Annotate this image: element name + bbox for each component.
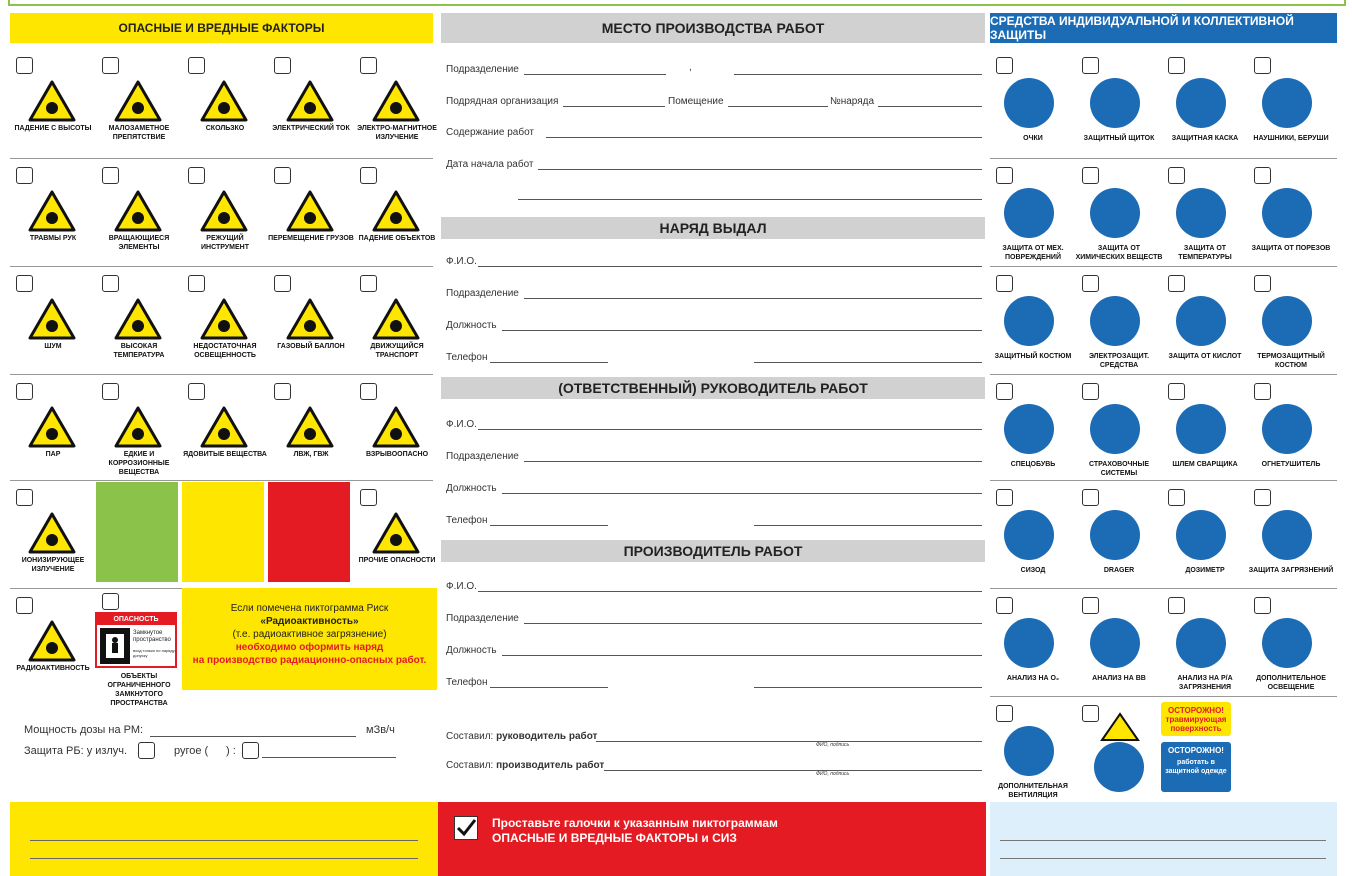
section-producer: ПРОИЗВОДИТЕЛЬ РАБОТ <box>441 540 985 562</box>
person-phone-input[interactable] <box>490 525 608 526</box>
ppe-checkbox[interactable] <box>996 597 1013 614</box>
ppe-label: ШЛЕМ СВАРЩИКА <box>1172 461 1238 468</box>
ppe-icon <box>1090 404 1140 454</box>
person-fio-input[interactable] <box>478 591 982 592</box>
warning-triangle-icon <box>200 80 248 122</box>
ppe-checkbox[interactable] <box>1168 383 1185 400</box>
hazard-checkbox[interactable] <box>16 167 33 184</box>
warning-protective-clothing <box>1161 742 1231 792</box>
ppe-label: ЗАЩИТНАЯ КАСКА <box>1171 135 1239 142</box>
hazard-checkbox[interactable] <box>360 57 377 74</box>
person-phone-label: Телефон <box>446 352 488 363</box>
ppe-checkbox[interactable] <box>1082 597 1099 614</box>
wp-extra-input[interactable] <box>518 199 982 200</box>
compiled-producer-sign: ФИО, подпись <box>816 771 850 777</box>
hazard-checkbox[interactable] <box>102 593 119 610</box>
ppe-label: СПЕЦОБУВЬ <box>1010 461 1056 468</box>
ppe-checkbox[interactable] <box>1168 489 1185 506</box>
ppe-row-divider <box>990 480 1337 481</box>
header-ppe: СРЕДСТВА ИНДИВИДУАЛЬНОЙ И КОЛЛЕКТИВНОЙ ЗАЩИТЫ <box>990 13 1337 43</box>
warning-triangle-icon <box>286 190 334 232</box>
person-position-label: Должность <box>446 320 497 331</box>
ppe-checkbox[interactable] <box>1082 167 1099 184</box>
hazard-label: НЕДОСТАТОЧНАЯ ОСВЕЩЕННОСТЬ <box>193 343 257 359</box>
ppe-checkbox[interactable] <box>1254 383 1271 400</box>
hazard-checkbox[interactable] <box>16 597 33 614</box>
hazard-checkbox[interactable] <box>102 275 119 292</box>
hazard-label: ВЫСОКАЯ ТЕМПЕРАТУРА <box>113 343 165 359</box>
ppe-label: СТРАХОВОЧНЫЕ СИСТЕМЫ <box>1088 461 1150 477</box>
ppe-label: ЗАЩИТА ОТ ХИМИЧЕСКИХ ВЕЩЕСТВ <box>1075 245 1163 261</box>
danger-sign <box>95 612 177 668</box>
warning-triangle-icon <box>372 298 420 340</box>
wp-dept-input[interactable] <box>524 74 666 75</box>
ppe-checkbox[interactable] <box>1254 57 1271 74</box>
ppe-icon <box>1176 404 1226 454</box>
header-hazards: ОПАСНЫЕ И ВРЕДНЫЕ ФАКТОРЫ <box>10 13 433 43</box>
ppe-label: ЗАЩИТА ОТ ПОРЕЗОВ <box>1251 245 1331 252</box>
person-dept-input[interactable] <box>524 623 982 624</box>
warning-triangle-icon <box>114 80 162 122</box>
warning-triangle-icon <box>28 620 76 662</box>
ppe-label: ДОПОЛНИТЕЛЬНАЯ ВЕНТИЛЯЦИЯ <box>998 783 1068 799</box>
footer-line-2[interactable] <box>30 858 418 859</box>
note-line1: Если помечена пиктограмма Риск <box>230 603 389 614</box>
wp-content-input[interactable] <box>546 137 982 138</box>
person-fio-label: Ф.И.О. <box>446 419 477 430</box>
ppe-icon <box>1004 618 1054 668</box>
person-fio-label: Ф.И.О. <box>446 581 477 592</box>
top-border <box>8 0 1346 6</box>
ppe-label: НАУШНИКИ, БЕРУШИ <box>1253 135 1329 142</box>
footer-line-4[interactable] <box>1000 858 1326 859</box>
ppe-label: DRAGER <box>1103 567 1135 574</box>
ppe-label: ДОЗИМЕТР <box>1185 567 1225 574</box>
wp-room-input[interactable] <box>728 106 828 107</box>
hazard-label: ПАДЕНИЕ ОБЪЕКТОВ <box>358 235 436 242</box>
ppe-checkbox[interactable] <box>996 705 1013 722</box>
compiled-manager-sign: ФИО, подпись <box>816 742 850 748</box>
warning-triangle-icon <box>28 512 76 554</box>
ppe-label: ЗАЩИТА ОТ МЕХ. ПОВРЕЖДЕНИЙ <box>1002 245 1064 261</box>
compiled-prefix-2: Составил: <box>446 760 494 771</box>
header-workplace: МЕСТО ПРОИЗВОДСТВА РАБОТ <box>441 13 985 43</box>
ppe-icon <box>1176 618 1226 668</box>
ppe-icon <box>1262 78 1312 128</box>
hazard-checkbox[interactable] <box>16 275 33 292</box>
warning-triangle-icon <box>372 80 420 122</box>
ppe-label: ЗАЩИТА ОТ КИСЛОТ <box>1168 353 1242 360</box>
person-dept-label: Подразделение <box>446 451 519 462</box>
hazard-label: ПАР <box>45 451 61 458</box>
hazard-row-divider <box>10 266 433 267</box>
hazard-checkbox[interactable] <box>274 57 291 74</box>
note-line4: необходимо оформить наряд <box>235 642 384 653</box>
warning-triangle-icon <box>28 80 76 122</box>
ppe-checkbox[interactable] <box>1254 275 1271 292</box>
ppe-checkbox[interactable] <box>1168 57 1185 74</box>
ppe-checkbox[interactable] <box>1082 383 1099 400</box>
hazard-checkbox[interactable] <box>188 57 205 74</box>
hazard-checkbox[interactable] <box>188 383 205 400</box>
footer-line2: ОПАСНЫЕ И ВРЕДНЫЕ ФАКТОРЫ и СИЗ <box>492 831 737 845</box>
ppe-checkbox[interactable] <box>996 167 1013 184</box>
warning-triangle-icon <box>372 406 420 448</box>
compiled-manager-input[interactable] <box>596 741 982 742</box>
danger-sign-title: ОПАСНОСТЬ <box>97 614 175 625</box>
ppe-row-divider <box>990 266 1337 267</box>
protect-radiation-checkbox[interactable] <box>138 742 155 759</box>
hazard-row-divider <box>10 158 433 159</box>
ppe-checkbox[interactable] <box>1254 489 1271 506</box>
footer-red <box>438 802 986 876</box>
ppe-icon <box>1004 726 1054 776</box>
ppe-row-divider <box>990 374 1337 375</box>
dose-label: Мощность дозы на РМ: <box>24 724 144 736</box>
hazard-label: ИОНИЗИРУЮЩЕЕ ИЗЛУЧЕНИЕ <box>21 557 85 573</box>
hazard-label: ЯДОВИТЫЕ ВЕЩЕСТВА <box>183 451 267 458</box>
person-fio-input[interactable] <box>478 266 982 267</box>
warning-triangle-icon <box>28 406 76 448</box>
footer-check-icon <box>454 816 478 840</box>
ppe-icon <box>1262 510 1312 560</box>
ppe-icon <box>1004 404 1054 454</box>
ppe-label: ОЧКИ <box>1023 135 1043 142</box>
compiled-producer <box>446 760 604 771</box>
footer-yellow <box>10 802 438 876</box>
ppe-checkbox[interactable] <box>1254 167 1271 184</box>
category-2-panel <box>182 482 264 582</box>
hazard-checkbox[interactable] <box>188 275 205 292</box>
hazard-checkbox[interactable] <box>274 167 291 184</box>
hazard-label: ЭЛЕКТРО-МАГНИТНОЕ ИЗЛУЧЕНИЕ <box>357 125 437 141</box>
person-phone-label: Телефон <box>446 677 488 688</box>
compiled-manager <box>446 731 597 742</box>
section-manager: (ОТВЕТСТВЕННЫЙ) РУКОВОДИТЕЛЬ РАБОТ <box>441 377 985 399</box>
hazard-checkbox[interactable] <box>360 167 377 184</box>
person-dept-input[interactable] <box>524 298 982 299</box>
ppe-row-divider <box>990 158 1337 159</box>
wp-dept-label: Подразделение <box>446 64 519 75</box>
ppe-checkbox[interactable] <box>1168 275 1185 292</box>
wp-order-label: №наряда <box>830 96 875 107</box>
hazard-checkbox[interactable] <box>16 383 33 400</box>
warning-triangle-icon <box>286 298 334 340</box>
protect-other-close: ) : <box>226 745 236 757</box>
warning-triangle-icon <box>200 298 248 340</box>
hazard-row-divider <box>10 480 433 481</box>
person-position-label: Должность <box>446 483 497 494</box>
hazard-checkbox[interactable] <box>360 275 377 292</box>
ppe-checkbox[interactable] <box>1082 489 1099 506</box>
hazard-checkbox[interactable] <box>102 383 119 400</box>
ppe-icon <box>1176 510 1226 560</box>
ppe-label: ОГНЕТУШИТЕЛЬ <box>1261 461 1321 468</box>
warning-triangle-icon <box>28 190 76 232</box>
ppe-checkbox[interactable] <box>1168 597 1185 614</box>
hazard-row-divider <box>10 374 433 375</box>
hazard-label: ГАЗОВЫЙ БАЛЛОН <box>277 343 345 350</box>
ppe-icon <box>1090 188 1140 238</box>
protect-other-input[interactable] <box>262 757 396 758</box>
compiled-prefix: Составил: <box>446 731 494 742</box>
hazard-label: СКОЛЬЗКО <box>205 125 245 132</box>
dose-unit: мЗв/ч <box>366 724 395 736</box>
compiled-manager-role: руководитель работ <box>496 731 598 742</box>
ppe-checkbox[interactable] <box>1254 597 1271 614</box>
warning-triangle-icon <box>286 80 334 122</box>
ppe-icon <box>1262 404 1312 454</box>
hazard-checkbox[interactable] <box>360 489 377 506</box>
hazard-checkbox[interactable] <box>102 57 119 74</box>
person-phone-input-2[interactable] <box>754 525 982 526</box>
ppe-label: ЭЛЕКТРОЗАЩИТ. СРЕДСТВА <box>1088 353 1150 369</box>
ppe-checkbox[interactable] <box>996 489 1013 506</box>
person-phone-input[interactable] <box>490 687 608 688</box>
warning-2-text: работать в защитной одежде <box>1165 759 1227 775</box>
ppe-icon <box>1004 188 1054 238</box>
ppe-icon <box>1262 296 1312 346</box>
esd-warning-icon <box>1100 712 1140 742</box>
compiled-producer-input[interactable] <box>604 770 982 771</box>
hazard-label: РАДИОАКТИВНОСТЬ <box>16 665 90 672</box>
hazard-checkbox[interactable] <box>102 167 119 184</box>
wp-start-label: Дата начала работ <box>446 159 534 170</box>
warning-triangle-icon <box>372 512 420 554</box>
ppe-label: АНАЛИЗ НА О₂ <box>1006 675 1060 682</box>
hazard-checkbox[interactable] <box>16 57 33 74</box>
protect-label: Защита РБ: у излуч. <box>24 745 128 757</box>
person-phone-input-2[interactable] <box>754 687 982 688</box>
ppe-icon <box>1090 78 1140 128</box>
ppe-icon <box>1004 78 1054 128</box>
ppe-row-divider <box>990 588 1337 589</box>
wp-contractor-label: Подрядная организация <box>446 96 559 107</box>
compiled-producer-role: производитель работ <box>496 760 605 771</box>
hazard-label: ЛВЖ, ГВЖ <box>293 451 329 458</box>
hazard-checkbox[interactable] <box>274 383 291 400</box>
ppe-icon <box>1176 188 1226 238</box>
wp-comma: , <box>689 62 692 73</box>
danger-sign-line1: Замкнутое пространство <box>133 630 171 643</box>
category-3-panel <box>96 482 178 582</box>
hazard-label: ДВИЖУЩИЙСЯ ТРАНСПОРТ <box>370 343 424 359</box>
hazard-checkbox[interactable] <box>360 383 377 400</box>
ppe-icon <box>1176 296 1226 346</box>
ppe-label: ЗАЩИТНЫЙ КОСТЮМ <box>994 353 1072 360</box>
hazard-label: ОБЪЕКТЫ ОГРАНИЧЕННОГО ЗАМКНУТОГО ПРОСТРАНСТВА <box>107 673 171 707</box>
ppe-checkbox[interactable] <box>996 57 1013 74</box>
warning-triangle-icon <box>200 406 248 448</box>
ppe-icon <box>1176 78 1226 128</box>
person-fio-input[interactable] <box>478 429 982 430</box>
warning-triangle-icon <box>286 406 334 448</box>
warning-triangle-icon <box>200 190 248 232</box>
section-issued: НАРЯД ВЫДАЛ <box>441 217 985 239</box>
protect-other-label: ругое ( <box>174 745 209 757</box>
note-line3: (т.е. радиоактивное загрязнение) <box>232 629 387 640</box>
wp-room-label: Помещение <box>668 96 724 107</box>
hazard-checkbox[interactable] <box>188 167 205 184</box>
hazard-label: ЕДКИЕ И КОРРОЗИОННЫЕ ВЕЩЕСТВА <box>108 451 170 476</box>
note-line2: «Радиоактивность» <box>260 616 359 627</box>
person-phone-label: Телефон <box>446 515 488 526</box>
ppe-icon <box>1090 618 1140 668</box>
hazard-label: ТРАВМЫ РУК <box>29 235 77 242</box>
footer-line-3[interactable] <box>1000 840 1326 841</box>
warning-triangle-icon <box>28 298 76 340</box>
hazard-checkbox[interactable] <box>274 275 291 292</box>
wp-dept-input-2[interactable] <box>734 74 982 75</box>
hazard-label: ПРОЧИЕ ОПАСНОСТИ <box>358 557 436 564</box>
hazard-label: ЭЛЕКТРИЧЕСКИЙ ТОК <box>272 125 350 132</box>
ppe-label: ЗАЩИТА ОТ ТЕМПЕРАТУРЫ <box>1178 245 1232 261</box>
ppe-label: ЗАЩИТНЫЙ ЩИТОК <box>1083 135 1155 142</box>
person-fio-label: Ф.И.О. <box>446 256 477 267</box>
hazard-checkbox[interactable] <box>16 489 33 506</box>
dose-input[interactable] <box>150 736 356 737</box>
warning-triangle-icon <box>114 406 162 448</box>
ppe-label: ЗАЩИТА ЗАГРЯЗНЕНИЙ <box>1248 567 1334 574</box>
person-position-input[interactable] <box>502 655 982 656</box>
wp-contractor-input[interactable] <box>563 106 665 107</box>
footer-line-1[interactable] <box>30 840 418 841</box>
wp-content-label: Содержание работ <box>446 127 534 138</box>
protect-other-checkbox[interactable] <box>242 742 259 759</box>
hazard-label: ПАДЕНИЕ С ВЫСОТЫ <box>14 125 92 132</box>
wp-start-input[interactable] <box>538 169 982 170</box>
person-phone-input-2[interactable] <box>754 362 982 363</box>
ppe-label: ТЕРМОЗАЩИТНЫЙ КОСТЮМ <box>1257 353 1325 369</box>
person-position-input[interactable] <box>502 493 982 494</box>
footer-blue <box>990 802 1337 876</box>
note-line5: на производство радиационно-опасных работ. <box>192 655 427 666</box>
person-dept-label: Подразделение <box>446 288 519 299</box>
person-position-input[interactable] <box>502 330 982 331</box>
ppe-icon <box>1262 188 1312 238</box>
category-1-panel <box>268 482 350 582</box>
radioactivity-note <box>182 588 437 690</box>
ppe-label: АНАЛИЗ НА Р/А ЗАГРЯЗНЕНИЯ <box>1177 675 1233 691</box>
warning-2-title: ОСТОРОЖНО! <box>1168 746 1224 755</box>
hazard-label: ШУМ <box>44 343 62 350</box>
ppe-suit-icon <box>1094 742 1144 792</box>
ppe-checkbox[interactable] <box>1082 705 1099 722</box>
warning-triangle-icon <box>114 298 162 340</box>
person-dept-label: Подразделение <box>446 613 519 624</box>
person-dept-input[interactable] <box>524 461 982 462</box>
ppe-label: АНАЛИЗ НА ВВ <box>1092 675 1146 682</box>
warning-triangle-icon <box>114 190 162 232</box>
ppe-checkbox[interactable] <box>1082 57 1099 74</box>
footer-instruction <box>492 816 778 846</box>
hazard-label: ВРАЩАЮЩИЕСЯ ЭЛЕМЕНТЫ <box>108 235 170 251</box>
ppe-icon <box>1090 510 1140 560</box>
ppe-checkbox[interactable] <box>996 275 1013 292</box>
ppe-checkbox[interactable] <box>996 383 1013 400</box>
person-position-label: Должность <box>446 645 497 656</box>
danger-sign-line2: вход только по наряду-допуску <box>133 648 177 658</box>
confined-space-icon <box>100 628 130 664</box>
ppe-label: СИЗОД <box>1020 567 1046 574</box>
footer-line1: Проставьте галочки к указанным пиктограммам <box>492 816 778 830</box>
warning-trauma-surface: ОСТОРОЖНО! травмирующая поверхность <box>1161 702 1231 736</box>
warning-triangle-icon <box>372 190 420 232</box>
ppe-icon <box>1090 296 1140 346</box>
ppe-checkbox[interactable] <box>1082 275 1099 292</box>
hazard-label: МАЛОЗАМЕТНОЕ ПРЕПЯТСТВИЕ <box>108 125 170 141</box>
hazard-label: ПЕРЕМЕЩЕНИЕ ГРУЗОВ <box>268 235 354 242</box>
hazard-label: ВЗРЫВООПАСНО <box>365 451 429 458</box>
ppe-icon <box>1004 510 1054 560</box>
person-phone-input[interactable] <box>490 362 608 363</box>
wp-order-input[interactable] <box>878 106 982 107</box>
ppe-label: ДОПОЛНИТЕЛЬНОЕ ОСВЕЩЕНИЕ <box>1256 675 1326 691</box>
ppe-row-divider <box>990 696 1337 697</box>
ppe-icon <box>1262 618 1312 668</box>
hazard-label: РЕЖУЩИЙ ИНСТРУМЕНТ <box>200 235 249 251</box>
ppe-checkbox[interactable] <box>1168 167 1185 184</box>
ppe-icon <box>1004 296 1054 346</box>
